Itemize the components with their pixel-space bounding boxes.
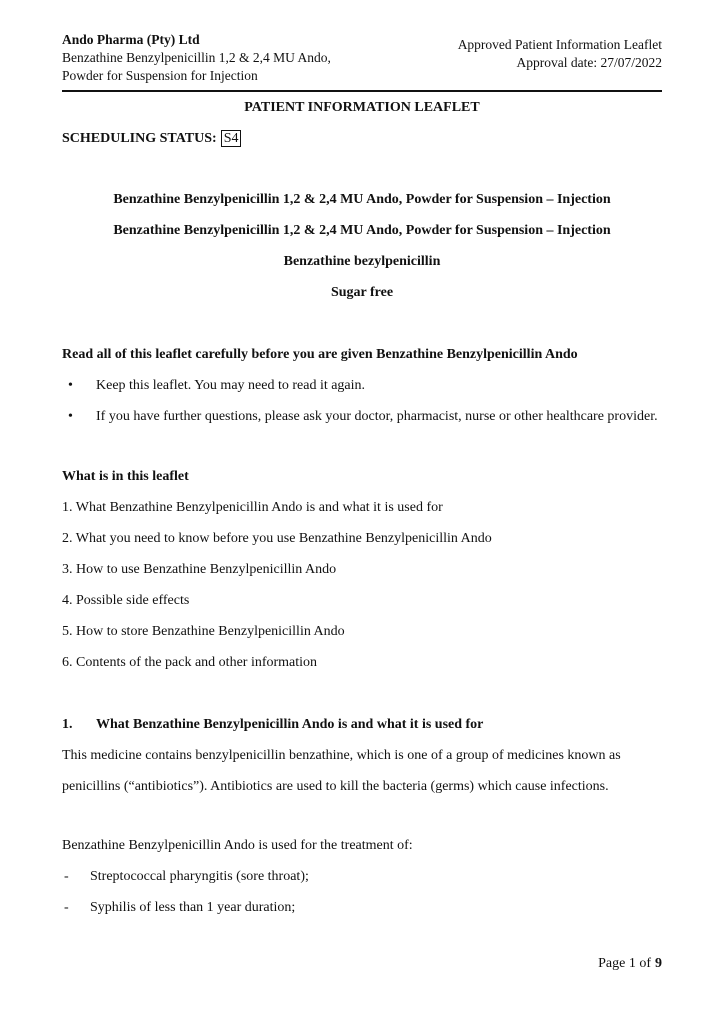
list-item [62, 370, 662, 401]
list-item [62, 861, 662, 892]
list-item [62, 892, 662, 923]
approval-date: Approval date: 27/07/2022 [516, 55, 662, 70]
dash-icon: - [64, 900, 69, 915]
header-approval-block [458, 31, 662, 85]
toc-heading: What is in this leaflet [62, 469, 189, 484]
dash-text: Syphilis of less than 1 year duration; [90, 900, 296, 915]
read-leaflet-heading: Read all of this leaflet carefully before you are given Benzathine Benzylpenicillin Ando [62, 347, 578, 362]
product-title-line-2: Benzathine Benzylpenicillin 1,2 & 2,4 MU Ando, Powder for Suspension – Injection [113, 223, 611, 238]
toc-item-2: 2. What you need to know before you use Benzathine Benzylpenicillin Ando [62, 531, 492, 546]
approval-leaflet-label: Approved Patient Information Leaflet [457, 37, 662, 52]
product-title-block [62, 184, 662, 308]
document-header [62, 31, 662, 85]
scheduling-status-label: SCHEDULING STATUS: [62, 131, 217, 146]
bullet-icon: • [68, 378, 73, 393]
bullet-text: If you have further questions, please ask your doctor, pharmacist, nurse or other healthcare provider. [96, 409, 658, 424]
product-title-line-1: Benzathine Benzylpenicillin 1,2 & 2,4 MU Ando, Powder for Suspension – Injection [113, 192, 611, 207]
page-number-label: Page 1 of [598, 956, 651, 971]
scheduling-status-line [62, 123, 662, 154]
active-ingredient-line: Benzathine bezylpenicillin [283, 254, 441, 269]
section-1-paragraph: This medicine contains benzylpenicillin benzathine, which is one of a group of medicines known as penicillins (“antibiotics”). Antibiotics are used to kill the bacteria (germs) which cause infections. [62, 748, 621, 794]
toc-item-1: 1. What Benzathine Benzylpenicillin Ando is and what it is used for [62, 500, 443, 515]
bullet-icon: • [68, 409, 73, 424]
header-product-form: Powder for Suspension for Injection [62, 68, 258, 83]
section-1-heading [62, 709, 662, 740]
dash-icon: - [64, 869, 69, 884]
scheduling-status-value: S4 [221, 130, 242, 147]
bullet-text: Keep this leaflet. You may need to read it again. [96, 378, 366, 393]
list-item [62, 401, 662, 432]
treatment-intro: Benzathine Benzylpenicillin Ando is used for the treatment of: [62, 838, 413, 853]
company-name: Ando Pharma (Pty) Ltd [62, 32, 200, 47]
section-1-heading-text: What Benzathine Benzylpenicillin Ando is and what it is used for [96, 717, 484, 732]
toc-item-4: 4. Possible side effects [62, 593, 190, 608]
header-product-name: Benzathine Benzylpenicillin 1,2 & 2,4 MU Ando, [62, 50, 331, 65]
sugar-free-line: Sugar free [330, 285, 394, 300]
header-company-block [62, 31, 331, 85]
document-title: PATIENT INFORMATION LEAFLET [244, 100, 480, 115]
page-footer [598, 956, 662, 972]
section-1-number: 1. [62, 717, 73, 732]
toc-item-5: 5. How to store Benzathine Benzylpenicillin Ando [62, 624, 345, 639]
toc-item-3: 3. How to use Benzathine Benzylpenicillin Ando [62, 562, 337, 577]
toc-item-6: 6. Contents of the pack and other information [62, 655, 318, 670]
page-total: 9 [655, 956, 662, 971]
dash-text: Streptococcal pharyngitis (sore throat); [90, 869, 309, 884]
